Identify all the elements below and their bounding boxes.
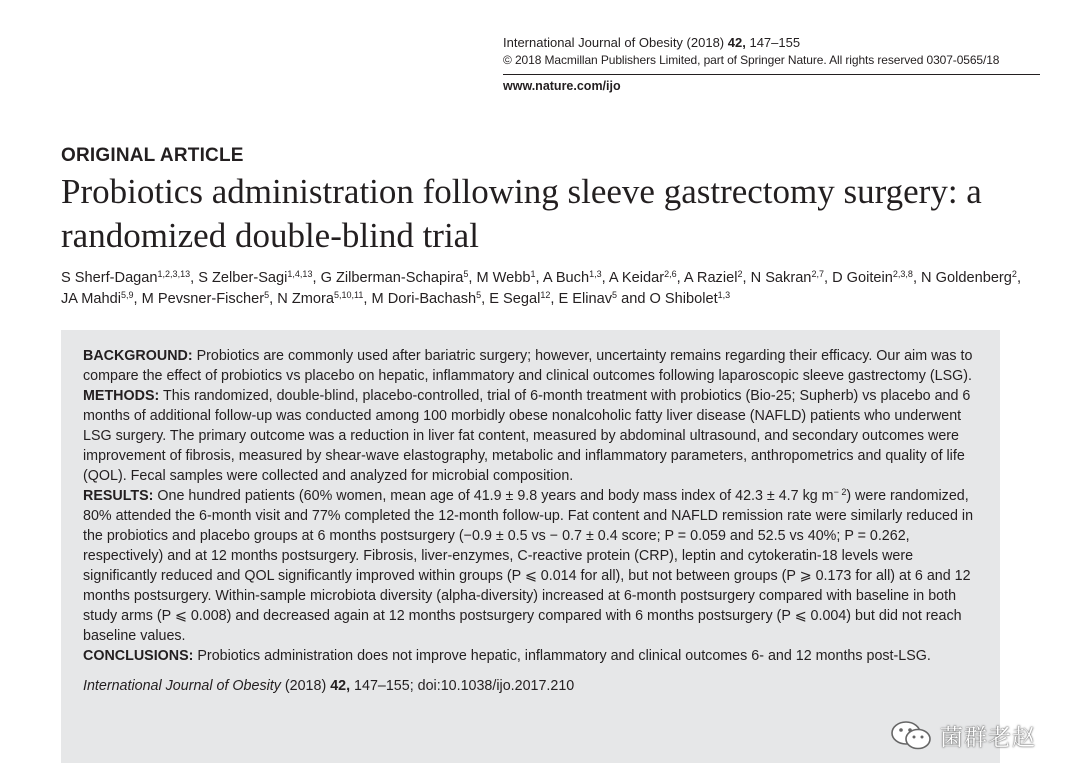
author-affiliation: 1,3: [717, 290, 731, 300]
author-affiliation: 1,4,13: [287, 269, 313, 279]
wechat-icon: [890, 720, 934, 757]
author-name: M Dori-Bachash: [371, 291, 477, 307]
journal-pages: 147–155: [749, 35, 801, 50]
author-affiliation: 1,2,3,13: [157, 269, 191, 279]
author-name: O Shibolet: [649, 291, 718, 307]
author-name: E Segal: [489, 291, 541, 307]
abstract-box: [61, 330, 1000, 763]
author-list: S Sherf-Dagan$^{1,2,3,13}$, S Zelber-Sagi$^{1,4,13}$, G Zilberman-Schapira$^5$, M Webb$^1$, A Buch$^{1,3}$, A Keidar$^{2,6}$, A Raziel$^2$, N Sakran$^{2,7}$, D Goitein$^{2,3,8}$, N Goldenberg$^2$, JA Mahdi$^{5,9}$, M Pevsner-Fischer$^5$, N Zmora$^{5,10,11}$, M Dori-Bachash$^5$, E Segal$^{12}$, E Elinav$^5$ and O Shibolet$^{1,3}$: [61, 269, 1021, 307]
author-affiliation: 5: [476, 290, 482, 300]
author-affiliation: 2: [1011, 269, 1017, 279]
journal-volume: 42,: [727, 35, 746, 50]
citation-doi: 147–155; doi:10.1038/ijo.2017.210: [354, 678, 575, 694]
citation-year: (2018): [284, 678, 327, 694]
background-heading: BACKGROUND:: [83, 348, 193, 364]
author-name: M Webb: [476, 270, 531, 286]
watermark: [890, 718, 1050, 752]
citation-volume: 42,: [330, 678, 351, 694]
author-affiliation: 2,7: [811, 269, 824, 279]
author-name: M Pevsner-Fischer: [141, 291, 265, 307]
abstract-citation: [83, 676, 982, 696]
abstract-methods: [83, 386, 982, 486]
abstract-background: [83, 346, 982, 386]
conclusions-heading: CONCLUSIONS:: [83, 648, 194, 664]
author-name: N Goldenberg: [921, 270, 1012, 286]
results-text-part1: One hundred patients (60% women, mean age of 41.9 ± 9.8 years and body mass index of 42.3 ± 4.7 kg m: [157, 488, 834, 504]
author-name: N Zmora: [277, 291, 334, 307]
author-name: D Goitein: [832, 270, 893, 286]
author-affiliation: 5: [612, 290, 618, 300]
methods-heading: METHODS:: [83, 388, 160, 404]
journal-reference: [503, 34, 1040, 52]
copyright-notice: © 2018 Macmillan Publishers Limited, part of Springer Nature. All rights reserved 0307-0565/18: [503, 53, 1000, 67]
abstract-conclusions: [83, 646, 982, 666]
author-name: E Elinav: [558, 291, 613, 307]
author-affiliation: 5: [264, 290, 270, 300]
author-name: G Zilberman-Schapira: [320, 270, 464, 286]
results-superscript: − 2: [833, 487, 847, 497]
methods-text: This randomized, double-blind, placebo-controlled, trial of 6-month treatment with probiotics (Bio-25; Supherb) vs placebo and 6 months of additional follow-up was conducted among 100 morbidly obese nonalcoholic fatty liver disease (NAFLD) patients who underwent LSG surgery. The primary outcome was a reduction in liver fat content, measured by abdominal ultrasound, and secondary outcomes were improvement of fibrosis, measured by shear-wave elastography, metabolic and inflammatory parameters, anthropometrics and quality of life (QOL). Fecal samples were collected and analyzed for microbial composition.: [83, 388, 971, 484]
author-affiliation: 2,3,8: [892, 269, 913, 279]
author-affiliation: 1: [530, 269, 536, 279]
author-name: JA Mahdi: [61, 291, 122, 307]
article-type-label: ORIGINAL ARTICLE: [61, 145, 244, 166]
author-name: A Buch: [542, 270, 590, 286]
background-text: Probiotics are commonly used after bariatric surgery; however, uncertainty remains regarding their efficacy. Our aim was to compare the effect of probiotics vs placebo on hepatic, inflammatory and clinical outcomes following laparoscopic sleeve gastrectomy (LSG).: [83, 348, 973, 384]
author-name: A Raziel: [683, 270, 738, 286]
article-title: Probiotics administration following sleeve gastrectomy surgery: a randomized double-blind trial: [61, 172, 982, 255]
results-text-part2: ) were randomized, 80% attended the 6-month visit and 77% completed the 12-month follow-up. Fat content and NAFLD remission rate were similarly reduced in the probiotics and placebo groups at 6 months postsurgery (−0.9 ± 0.5 vs − 0.7 ± 0.4 score; P = 0.059 and 52.5 vs 40%; P = 0.262, respectively) and at 12 months postsurgery. Fibrosis, liver-enzymes, C-reactive protein (CRP), leptin and cytokeratin-18 levels were significantly reduced and QOL significantly improved within groups (P ⩽ 0.014 for all), but not between groups (P ⩾ 0.173 for all) at 6 and 12 months postsurgery. Within-sample microbiota diversity (alpha-diversity) increased at 6-month postsurgery compared with baseline in both study arms (P ⩽ 0.008) and decreased again at 12 months postsurgery compared with 6 months postsurgery (P ⩽ 0.004) but did not reach baseline values.: [83, 488, 974, 644]
author-affiliation: 2: [737, 269, 743, 279]
journal-header: [503, 34, 1040, 93]
author-affiliation: 1,3: [589, 269, 602, 279]
header-divider: [503, 74, 1040, 75]
watermark-text: 菌群老赵: [940, 724, 1036, 750]
author-name: A Keidar: [608, 270, 665, 286]
results-heading: RESULTS:: [83, 488, 154, 504]
journal-url[interactable]: www.nature.com/ijo: [503, 79, 621, 93]
author-name: S Zelber-Sagi: [198, 270, 288, 286]
author-name: S Sherf-Dagan: [61, 270, 158, 286]
citation-journal: International Journal of Obesity: [83, 678, 281, 694]
abstract-results: [83, 486, 982, 646]
author-affiliation: 5,9: [121, 290, 134, 300]
author-name: N Sakran: [750, 270, 812, 286]
author-affiliation: 12: [540, 290, 551, 300]
conclusions-text: Probiotics administration does not improve hepatic, inflammatory and clinical outcomes 6- and 12 months post-LSG.: [197, 648, 931, 664]
author-affiliation: 5,10,11: [334, 290, 364, 300]
author-affiliation: 2,6: [664, 269, 677, 279]
author-affiliation: 5: [463, 269, 469, 279]
journal-name: International Journal of Obesity (2018): [503, 35, 725, 50]
